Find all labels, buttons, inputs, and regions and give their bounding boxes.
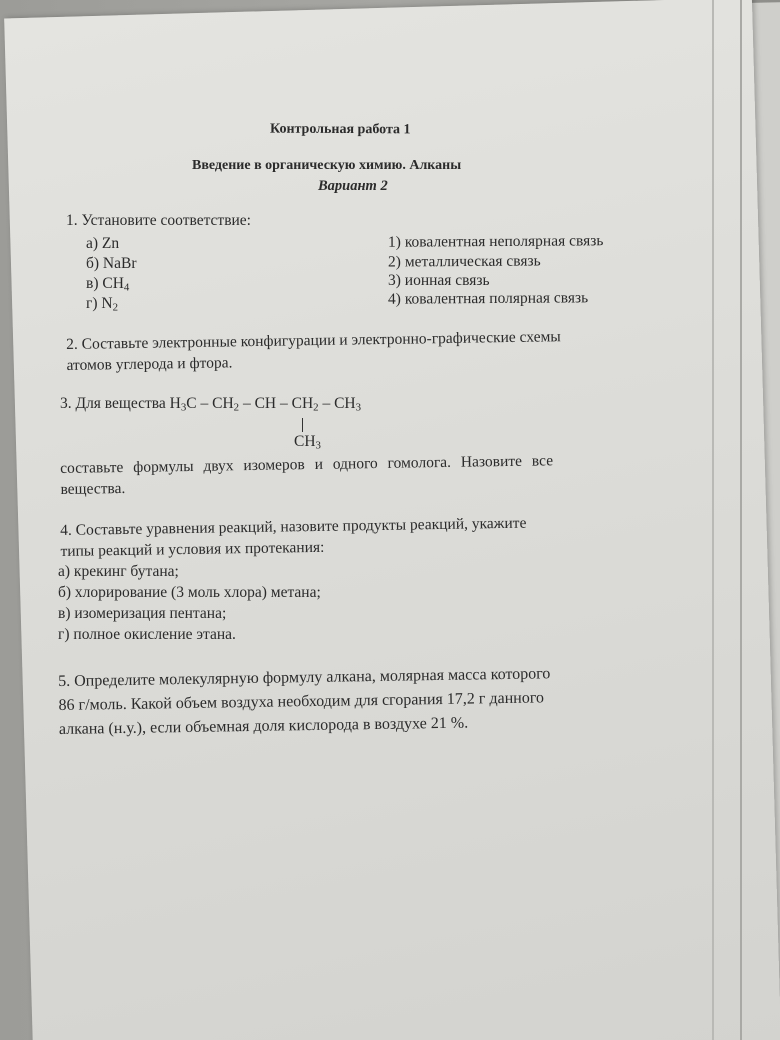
formula-branch: $CH_3$	[294, 433, 321, 452]
match-left-item: в) $CH_4$	[86, 275, 130, 294]
match-right-item: 1) ковалентная неполярная связь	[387, 232, 604, 251]
formula-branch-bond	[302, 418, 303, 432]
question-number: 1.	[66, 212, 78, 229]
variant-label: Вариант 2	[318, 178, 388, 194]
reaction-item: г) полное окисление этана.	[58, 626, 236, 643]
match-left-item: б) NaBr	[86, 255, 137, 272]
question-3-text: составьте формулы двух изомеров и одного гомолога. Назовите все вещества.	[60, 452, 554, 498]
reaction-item: б) хлорирование (3 моль хлора) метана;	[58, 584, 321, 601]
question-number: 3.	[60, 395, 72, 412]
structural-formula: $H_3C - CH_2$ – CH – $CH_2 - CH_3$	[169, 395, 362, 414]
question-text: Установите соответствие:	[81, 212, 251, 229]
question-number: 2.	[66, 335, 78, 353]
question-2: 2. Составьте электронные конфигурации и электронно-графические схемы атомов углерода и фтора.	[66, 328, 561, 374]
test-title: Контрольная работа 1	[269, 121, 411, 138]
reaction-item: в) изомеризация пентана;	[58, 605, 227, 622]
match-left-item: г) $N_2$	[86, 295, 119, 314]
test-subtitle: Введение в органическую химию. Алканы	[192, 158, 462, 173]
question-number: 4.	[60, 521, 72, 539]
question-number: 5.	[58, 672, 71, 690]
match-left-item: а) Zn	[86, 235, 120, 252]
question-4: 4. Составьте уравнения реакций, назовите продукты реакций, укажите типы реакций и условия их протекания:	[60, 514, 527, 560]
match-right-item: 4) ковалентная полярная связь	[387, 289, 589, 308]
question-1-prompt	[66, 212, 251, 230]
question-5: 5. Определите молекулярную формулу алкана, молярная масса которого 86 г/моль. Какой объем воздуха необходим для сгорания 17,2 г данного алкана (н.у.), если объемная доля кислорода в воздухе 21 %.	[58, 665, 551, 738]
match-right-item: 3) ионная связь	[388, 272, 490, 289]
match-right-item: 2) металлическая связь	[387, 252, 541, 271]
question-3-formula-line: 3. Для вещества $H_3C - CH_2$ – CH – $CH_2 - CH_3$	[60, 395, 362, 414]
reaction-item: а) крекинг бутана;	[58, 563, 179, 580]
